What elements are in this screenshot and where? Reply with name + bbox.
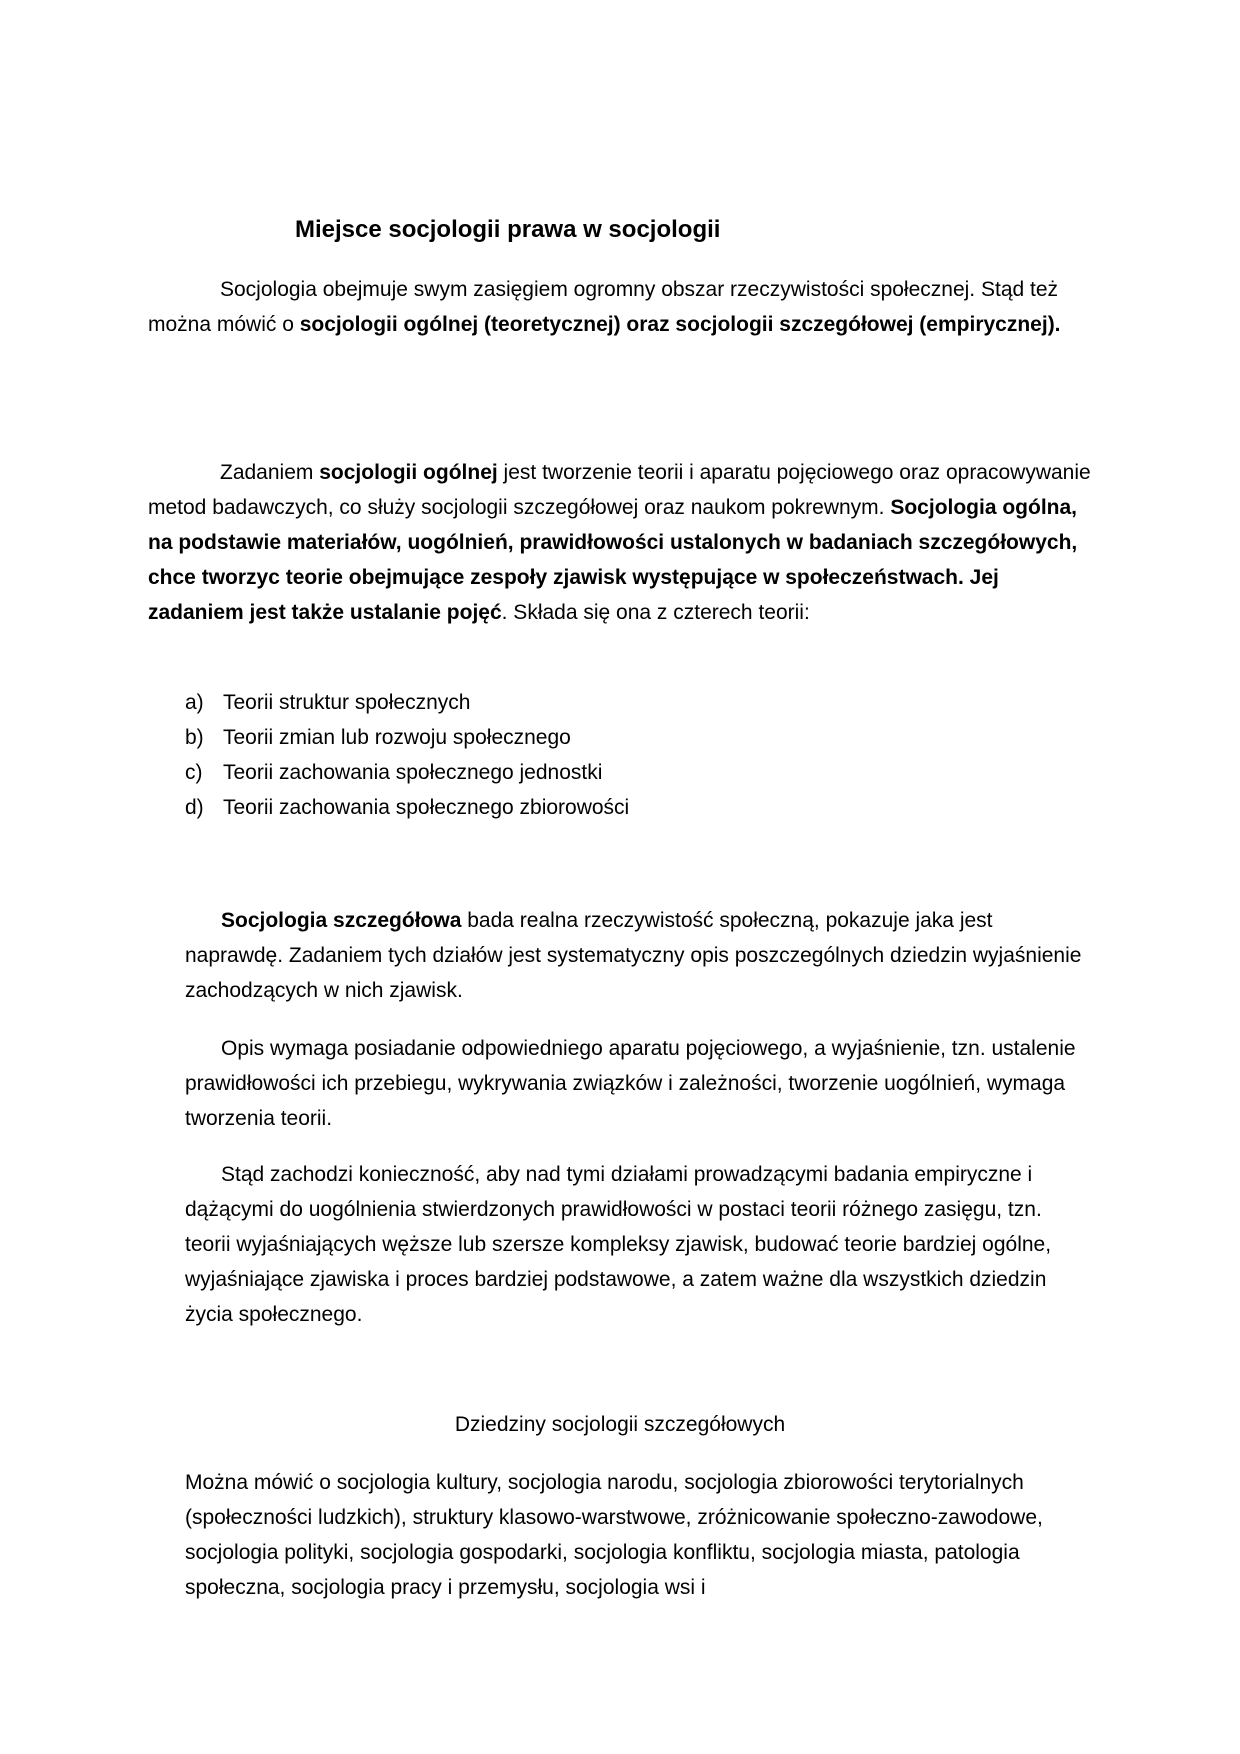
paragraph-general-sociology xyxy=(148,455,1098,630)
list-item xyxy=(185,790,629,825)
list-marker: b) xyxy=(185,726,204,749)
paragraph-text: Socjologia obejmuje swym zasięgiem ogromny obszar rzeczywistości społecznej. Stąd też można mówić o xyxy=(148,278,1059,336)
list-item-text: Teorii zachowania społecznego jednostki xyxy=(223,761,603,784)
paragraph-text: . Składa się ona z czterech teorii: xyxy=(501,601,810,624)
paragraph-fields: Można mówić o socjologia kultury, socjologia narodu, socjologia zbiorowości terytorialnych (społeczności ludzkich), struktury klasowo-warstwowe, zróżnicowanie społeczno-zawodowe, socjologia polityki, socjologia gospodarki, socjologia konfliktu, socjologia miasta, patologia społeczna, socjologia pracy i przemysłu, socjologia wsi i xyxy=(185,1471,1043,1599)
paragraph-text: bada realna rzeczywistość społeczną, pokazuje jaka jest naprawdę. Zadaniem tych działów jest systematyczny opis poszczególnych dziedzin wyjaśnienie zachodzących w nich zjawisk. xyxy=(185,909,1082,1002)
list-marker: a) xyxy=(185,691,204,714)
bold-text: Socjologia szczegółowa xyxy=(221,909,462,932)
list-item-text: Teorii struktur społecznych xyxy=(223,691,471,714)
list-item xyxy=(185,685,629,720)
list-marker: c) xyxy=(185,761,203,784)
list-item-text: Teorii zachowania społecznego zbiorowości xyxy=(223,796,630,819)
bold-text: socjologii ogólnej (teoretycznej) oraz socjologii szczegółowej (empirycznej). xyxy=(299,313,1061,336)
bold-text: Socjologia ogólna, na podstawie materiałów, uogólnień, prawidłowości ustalonych w badaniach szczegółowych, chce tworzyc teorie obejmujące zespoły zjawisk występujące w społeczeństwach. Jej zadaniem jest także ustalanie pojęć xyxy=(148,496,1078,624)
theories-list xyxy=(185,685,629,825)
paragraph-necessity: Stąd zachodzi konieczność, aby nad tymi działami prowadzącymi badania empiryczne i dążącymi do uogólnienia stwierdzonych prawidłowości w postaci teorii różnego zasięgu, tzn. teorii wyjaśniających węższe lub szersze kompleksy zjawisk, budować teorie bardziej ogólne, wyjaśniające zjawiska i proces bardziej podstawowe, a zatem ważne dla wszystkich dziedzin życia społecznego. xyxy=(185,1163,1052,1326)
paragraph-detailed-sociology xyxy=(185,903,1085,1008)
list-item xyxy=(185,755,629,790)
list-marker: d) xyxy=(185,796,204,819)
list-item-text: Teorii zmian lub rozwoju społecznego xyxy=(223,726,571,749)
paragraph-description: Opis wymaga posiadanie odpowiedniego aparatu pojęciowego, a wyjaśnienie, tzn. ustalenie prawidłowości ich przebiegu, wykrywania związków i zależności, tworzenie uogólnień, wymaga tworzenia teorii. xyxy=(185,1037,1076,1130)
paragraph-text: jest tworzenie teorii i aparatu pojęciowego oraz opracowywanie metod badawczych, co służy socjologii szczegółowej oraz naukom pokrewnym. xyxy=(148,461,1091,519)
paragraph-text: Zadaniem xyxy=(220,461,320,484)
bold-text: socjologii ogólnej xyxy=(319,461,498,484)
document-title: Miejsce socjologii prawa w socjologii xyxy=(295,216,721,243)
list-item xyxy=(185,720,629,755)
section-heading: Dziedziny socjologii szczegółowych xyxy=(454,1413,786,1436)
paragraph-intro xyxy=(148,272,1098,342)
